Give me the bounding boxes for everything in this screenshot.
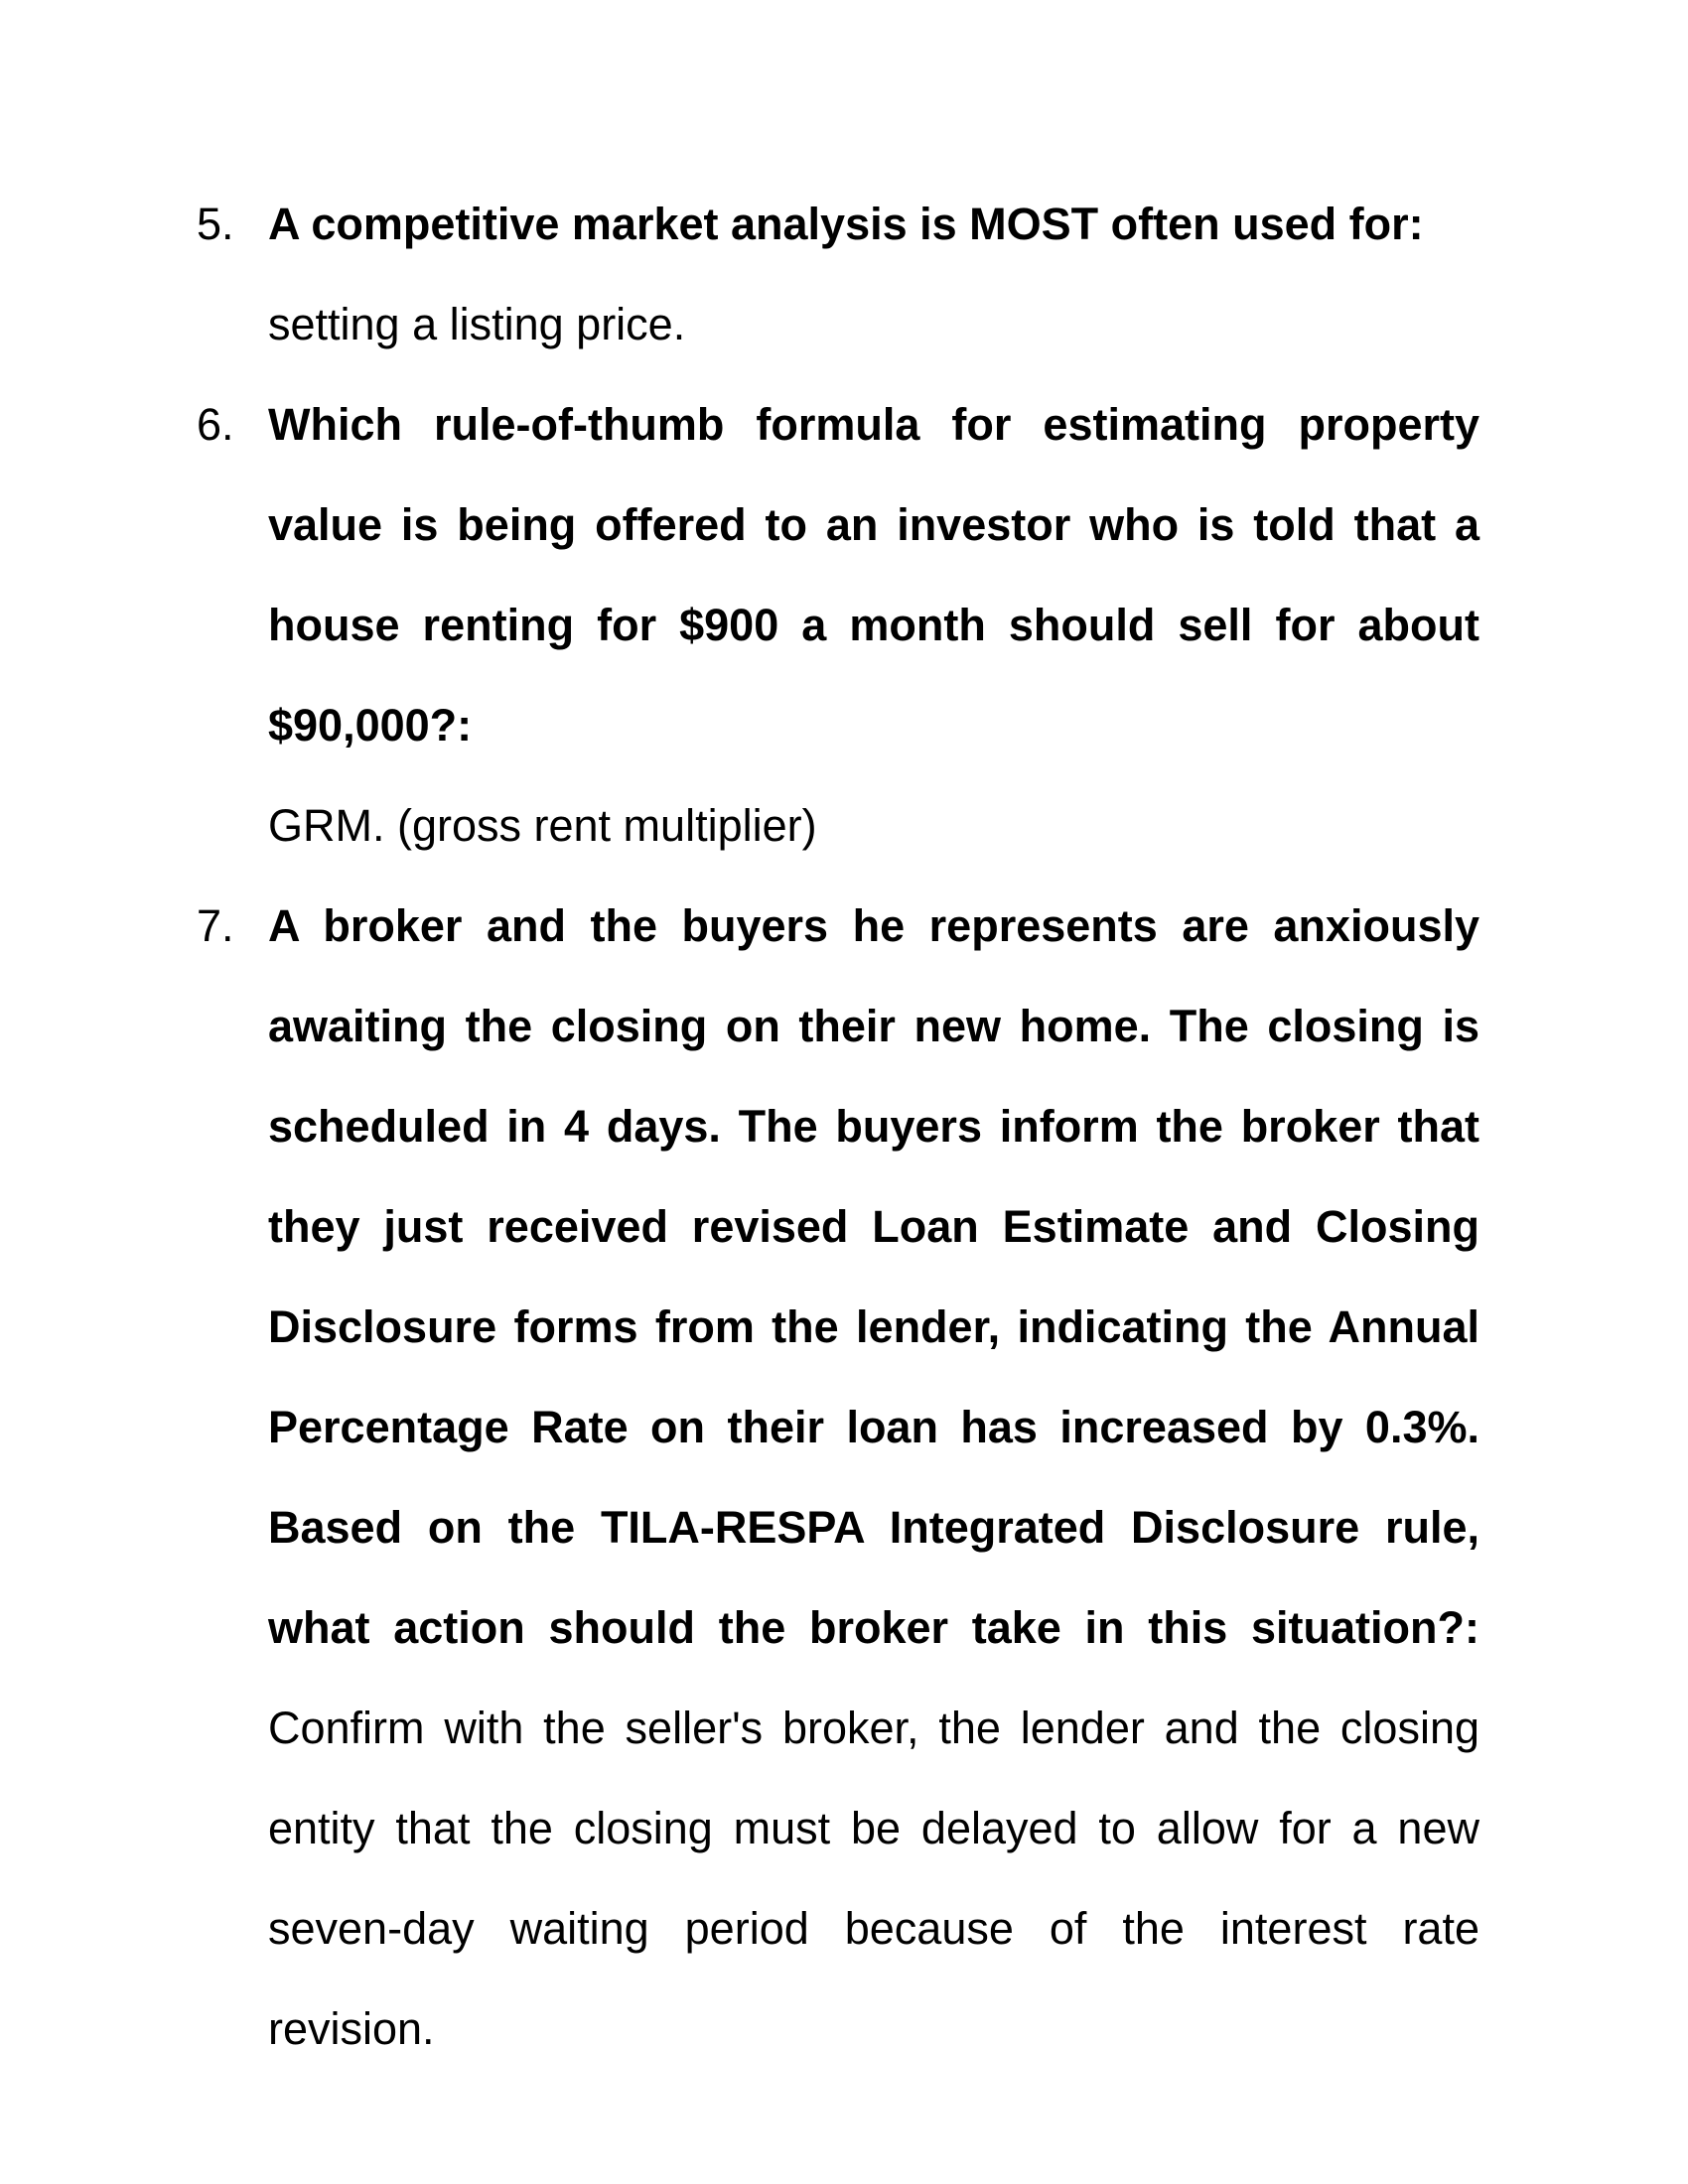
question-list — [189, 174, 1479, 2079]
answer-text: Confirm with the seller's broker, the lender and the closing entity that the closing must be delayed to allow for a new seven-day waiting period because of the interest rate revision. — [268, 1703, 1479, 2054]
answer-text: setting a listing price. — [268, 299, 686, 349]
answer-text: GRM. (gross rent multiplier) — [268, 800, 817, 851]
question-number: 5. — [197, 199, 234, 249]
question-number: 6. — [197, 399, 234, 450]
question-number: 7. — [197, 900, 234, 951]
question-text: Which rule-of-thumb formula for estimating property value is being offered to an investor who is told that a house renting for $900 a month should sell for about $90,000?: — [268, 399, 1479, 751]
question-item-5 — [189, 174, 1479, 374]
question-item-6 — [189, 374, 1479, 876]
question-text: A broker and the buyers he represents are anxiously awaiting the closing on their new home. The closing is scheduled in 4 days. The buyers inform the broker that they just received revised Loan Estimate and Closing Disclosure forms from the lender, indicating the Annual Percentage Rate on their loan has increased by 0.3%. Based on the TILA-RESPA Integrated Disclosure rule, what action should the broker take in this situation?: — [268, 900, 1479, 1653]
question-text: A competitive market analysis is MOST often used for: — [268, 199, 1424, 249]
question-item-7 — [189, 876, 1479, 2079]
